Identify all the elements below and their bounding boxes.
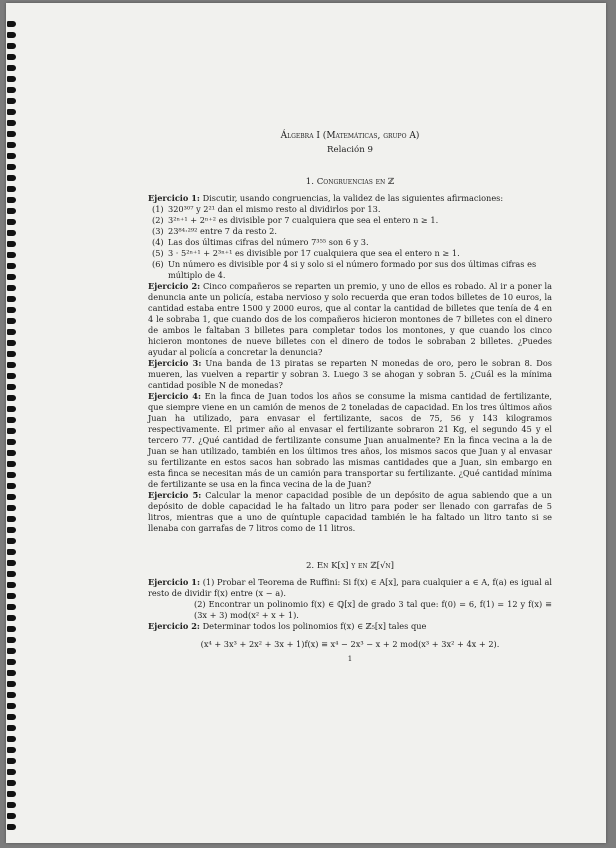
binding-ring [7, 197, 16, 203]
binding-ring [7, 54, 16, 60]
binding-ring [7, 681, 16, 687]
exercise-1-1 [148, 193, 552, 204]
binding-ring [7, 714, 16, 720]
binding-ring [7, 65, 16, 71]
section-2-heading: 2. En K[x] y en ℤ[√n] [305, 561, 395, 571]
binding-ring [7, 560, 16, 566]
binding-ring [7, 219, 16, 225]
list-item: (2) 3²ⁿ⁺¹ + 2ⁿ⁺² es divisible por 7 cualquiera que sea el entero n ≥ 1. [152, 215, 439, 225]
binding-ring [7, 780, 16, 786]
exercise-1-4 [148, 391, 552, 490]
binding-ring [7, 175, 16, 181]
binding-ring [7, 549, 16, 555]
binding-ring [7, 186, 16, 192]
binding-ring [7, 164, 16, 170]
binding-ring [7, 43, 16, 49]
binding-ring [7, 516, 16, 522]
exercise-label: Ejercicio 1: [148, 577, 201, 587]
binding-ring [7, 527, 16, 533]
binding-ring [7, 461, 16, 467]
binding-ring [7, 340, 16, 346]
congruence-formula: (x⁴ + 3x³ + 2x² + 3x + 1)f(x) ≡ x⁴ − 2x³ − x + 2 mod(x³ + 3x² + 4x + 2). [200, 639, 500, 649]
list-item: (3) 23⁸⁴·²⁹² entre 7 da resto 2. [152, 226, 277, 236]
exercise-2-2 [148, 621, 552, 632]
binding-ring [7, 285, 16, 291]
binding-ring [7, 241, 16, 247]
binding-ring [7, 98, 16, 104]
binding-ring [7, 505, 16, 511]
binding-ring [7, 670, 16, 676]
binding-ring [7, 802, 16, 808]
binding-ring [7, 648, 16, 654]
exercise-text: Calcular la menor capacidad posible de un depósito de agua sabiendo que a un depósito de doble capacidad le ha faltado un litro para poder ser llenado con garrafas de 5 litros, mientras que a uno de quíntuple capacidad también le ha faltado un litro tanto si se llenaba con garrafas de 7 litros como de 11 litros. [148, 490, 552, 533]
binding-ring [7, 252, 16, 258]
binding-ring [7, 76, 16, 82]
exercise-label: Ejercicio 5: [148, 490, 202, 500]
exercise-text: Una banda de 13 piratas se reparten N monedas de oro, pero le sobran 8. Dos mueren, las vuelven a repartir y sobran 3. Luego 3 se ahogan y sobran 5. ¿Cuál es la mínima cantidad posible N de monedas? [148, 358, 552, 390]
binding-ring [7, 32, 16, 38]
exercise-label: Ejercicio 2: [148, 621, 200, 631]
binding-ring [7, 571, 16, 577]
binding-ring [7, 307, 16, 313]
binding-ring [7, 703, 16, 709]
binding-ring [7, 736, 16, 742]
exercise-1-2 [148, 281, 552, 358]
binding-ring [7, 758, 16, 764]
binding-ring [7, 769, 16, 775]
binding-ring [7, 824, 16, 830]
binding-ring [7, 593, 16, 599]
binding-ring [7, 318, 16, 324]
binding-ring [7, 604, 16, 610]
document-title: Álgebra I (Matemáticas, grupo A) [280, 131, 420, 141]
exercise-label: Ejercicio 4: [148, 391, 201, 401]
binding-ring [7, 230, 16, 236]
exercise-text: En la finca de Juan todos los años se consume la misma cantidad de fertilizante, que siempre viene en un camión de menos de 2 toneladas de capacidad. En los tres últimos años Juan ha utilizado, para envasar el fertilizante, sacos de 75, 56 y 143 kilogramos respectivamente. El primer año al envasar el fertilizante sobraron 21 Kg, el segundo 45 y el tercero 77. ¿Qué cantidad de fertilizante consume Juan anualmente? En la finca vecina a la de Juan se han utilizado, también en los últimos tres años, los mismos sacos que Juan y al envasar su fertilizante en estos sacos han sobrado las mismas cantidades que a Juan, sin embargo en esta finca se necesitan más de un camión para transportar su fertilizante. ¿Qué cantidad mínima de fertilizante se usa en la finca vecina de la de Juan? [148, 391, 552, 489]
section-1-heading: 1. Congruencias en ℤ [305, 177, 395, 187]
binding-ring [7, 472, 16, 478]
binding-ring [7, 263, 16, 269]
list-item: (1) 320³⁰⁷ y 2²¹ dan el mismo resto al dividirlos por 13. [152, 204, 381, 214]
binding-ring [7, 747, 16, 753]
document-page [6, 3, 606, 843]
binding-ring [7, 384, 16, 390]
binding-ring [7, 659, 16, 665]
list-item: (6) Un número es divisible por 4 si y solo si el número formado por sus dos últimas cifras es múltiplo de 4. [152, 259, 537, 280]
exercise-1-1-items [148, 204, 552, 281]
exercise-label: Ejercicio 3: [148, 358, 202, 368]
binding-ring [7, 362, 16, 368]
exercise-text: Discutir, usando congruencias, la validez de las siguientes afirmaciones: [202, 193, 504, 203]
list-item: (4) Las dos últimas cifras del número 7³⁵⁵ son 6 y 3. [152, 237, 369, 247]
exercise-2-1-part-2: (2) Encontrar un polinomio f(x) ∈ ℚ[x] de grado 3 tal que: f(0) = 6, f(1) = 12 y f(x) ≡ (3x + 3) mod(x² + x + 1). [194, 599, 553, 620]
binding-ring [7, 417, 16, 423]
exercise-1-3 [148, 358, 552, 391]
binding-ring [7, 439, 16, 445]
binding-ring [7, 274, 16, 280]
binding-ring [7, 208, 16, 214]
page-number: 1 [347, 655, 353, 663]
exercise-text: Determinar todos los polinomios f(x) ∈ ℤ₅[x] tales que [202, 621, 427, 631]
binding-ring [7, 725, 16, 731]
binding-ring [7, 406, 16, 412]
binding-ring [7, 791, 16, 797]
binding-ring [7, 329, 16, 335]
binding-ring [7, 109, 16, 115]
binding-ring [7, 692, 16, 698]
binding-ring [7, 21, 16, 27]
binding-ring [7, 87, 16, 93]
binding-ring [7, 373, 16, 379]
exercise-label: Ejercicio 2: [148, 281, 201, 291]
binding-ring [7, 626, 16, 632]
document-subtitle: Relación 9 [327, 145, 373, 155]
exercise-text: Cinco compañeros se reparten un premio, y uno de ellos es robado. Al ir a poner la denuncia ante un policía, estaba nervioso y solo recuerda que eran todos billetes de 10 euros, la cantidad estaba entre 1500 y 2000 euros, que al contar la cantidad de billetes que tenía de 4 en 4 le sobraba 1, que cuando dos de los compañeros hicieron montones de 7 billetes con el dinero de ambos le faltaban 3 billetes para completar todos los montones, y que cuando los cinco hicieron montones de nueve billetes con el dinero de todos le sobraban 2 billetes. ¿Puedes ayudar al policía a concretar la denuncia? [148, 281, 553, 357]
binding-ring [7, 494, 16, 500]
exercise-1-5 [148, 490, 552, 534]
binding-ring [7, 395, 16, 401]
spiral-binding [6, 21, 20, 831]
binding-ring [7, 450, 16, 456]
exercise-text: Probar el Teorema de Ruffini: Si f(x) ∈ A[x], para cualquier a ∈ A, f(a) es igual al resto de dividir f(x) entre (x − a). [148, 577, 552, 598]
binding-ring [7, 142, 16, 148]
binding-ring [7, 296, 16, 302]
binding-ring [7, 637, 16, 643]
list-item: (5) 3 · 5²ⁿ⁺¹ + 2³ⁿ⁺¹ es divisible por 17 cualquiera que sea el entero n ≥ 1. [152, 248, 460, 258]
binding-ring [7, 483, 16, 489]
exercise-2-1: Ejercicio 1: (1) Probar el Teorema de Ruffini: Si f(x) ∈ A[x], para cualquier a ∈ A, f(a) es igual al resto de dividir f(x) entre (x − a). [148, 577, 552, 598]
binding-ring [7, 428, 16, 434]
binding-ring [7, 538, 16, 544]
exercise-text: Encontrar un polinomio f(x) ∈ ℚ[x] de grado 3 tal que: f(0) = 6, f(1) = 12 y f(x) ≡ (3x + 3) mod(x² + x + 1). [194, 599, 553, 620]
binding-ring [7, 351, 16, 357]
binding-ring [7, 813, 16, 819]
binding-ring [7, 582, 16, 588]
binding-ring [7, 131, 16, 137]
binding-ring [7, 120, 16, 126]
exercise-label: Ejercicio 1: [148, 193, 200, 203]
binding-ring [7, 153, 16, 159]
binding-ring [7, 615, 16, 621]
page-content [148, 131, 552, 665]
